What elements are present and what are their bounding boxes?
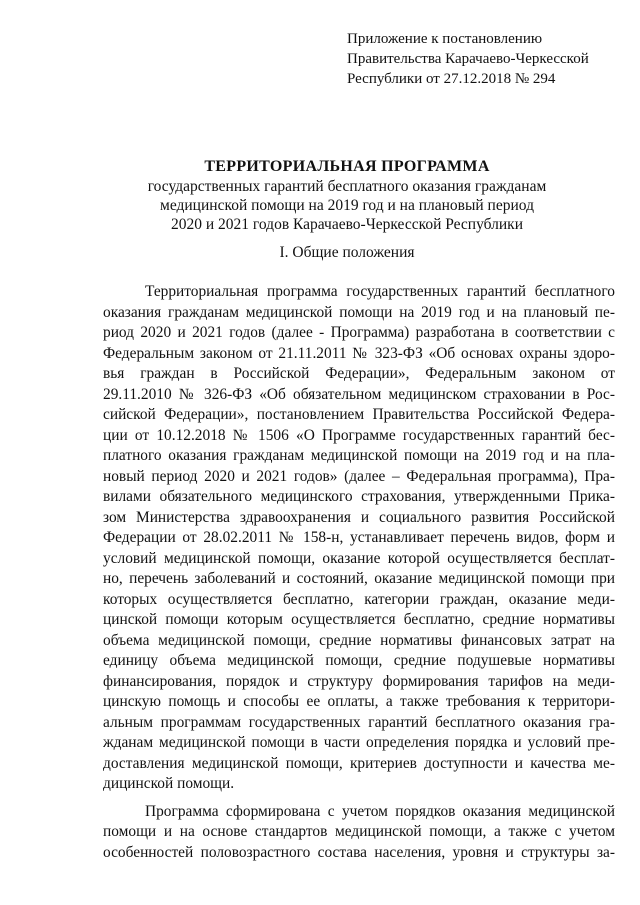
- subtitle-line: медицинской помощи на 2019 год и на плановый период: [160, 197, 534, 214]
- title-main: ТЕРРИТОРИАЛЬНАЯ ПРОГРАММА: [204, 158, 490, 175]
- text-line: Федерации от 28.02.2011 № 158-н, устанавливает перечень видов, форм и: [103, 529, 615, 546]
- text-line: единицу объема медицинской помощи, средние подушевые нормативы: [103, 652, 615, 669]
- text-line: сийской Федерации», постановлением Правительства Российской Федера-: [103, 406, 615, 423]
- text-line: финансирования, порядок и структуру формирования тарифов на меди-: [103, 672, 615, 690]
- text-line: цинской помощи которым осуществляется бесплатно, средние нормативы: [103, 611, 615, 628]
- subtitle-line: 2020 и 2021 годов Карачаево-Черкесской Республики: [170, 216, 524, 233]
- paragraph-2: [103, 802, 615, 864]
- text-line: зом Министерства здравоохранения и социального развития Российской: [103, 508, 615, 526]
- text-line: новый период 2020 и 2021 годов» (далее – Федеральная программа), Пра-: [103, 467, 615, 485]
- attachment-line: Республики от 27.12.2018 № 294: [347, 71, 556, 87]
- body-text: [103, 282, 615, 863]
- attachment-line: Правительства Карачаево-Черкесской: [347, 51, 589, 67]
- text-line: альным программам государственных гарантий бесплатного оказания гра-: [103, 713, 615, 731]
- text-line: помощи и на основе стандартов медицинской помощи, а также с учетом: [103, 823, 615, 840]
- text-line: оказания гражданам медицинской помощи на 2019 год и на плановый пе-: [103, 303, 615, 321]
- paragraph-1: [103, 282, 615, 795]
- text-line: Территориальная программа государственных гарантий бесплатного: [145, 283, 615, 300]
- attachment-note: [347, 29, 617, 89]
- attachment-line: Приложение к постановлению: [347, 31, 543, 47]
- subtitle-line: государственных гарантий бесплатного оказания гражданам: [147, 178, 547, 195]
- text-line: ции от 10.12.2018 № 1506 «О Программе государственных гарантий бес-: [103, 426, 615, 444]
- text-line: жданам медицинской помощи в части определения порядка и условий пре-: [103, 734, 615, 751]
- text-line: объема медицинской помощи, средние нормативы финансовых затрат на: [103, 631, 615, 649]
- paragraph-gap: [103, 795, 615, 802]
- text-line: но, перечень заболеваний и состояний, оказание медицинской помощи при: [103, 570, 615, 587]
- text-line: доставления медицинской помощи, критериев доступности и качества ме-: [103, 754, 615, 772]
- text-line: которых осуществляется бесплатно, категории граждан, оказание меди-: [103, 590, 615, 608]
- section-heading: I. Общие положения: [279, 244, 415, 261]
- text-line: Федеральным законом от 21.11.2011 № 323-ФЗ «Об основах охраны здоро-: [103, 344, 615, 362]
- text-line: условий медицинской помощи, оказание которой осуществляется бесплат-: [103, 549, 615, 567]
- document-title: [80, 157, 614, 234]
- text-line: платного оказания гражданам медицинской помощи на 2019 год и на пла-: [103, 447, 615, 464]
- text-line: 29.11.2010 № 326-ФЗ «Об обязательном медицинском страховании в Рос-: [103, 385, 615, 403]
- text-line: дицинской помощи.: [103, 775, 235, 792]
- text-line: Программа сформирована с учетом порядков оказания медицинской: [145, 802, 615, 820]
- title-subtitle: [80, 177, 614, 234]
- text-line: цинскую помощь и способы ее оплаты, а также требования к территори-: [103, 693, 615, 710]
- text-line: вья граждан в Российской Федерации», Федеральным законом от: [103, 365, 615, 382]
- text-line: риод 2020 и 2021 годов (далее - Программа) разработана в соответствии с: [103, 324, 615, 341]
- text-line: особенностей половозрастного состава населения, уровня и структуры за-: [103, 843, 615, 861]
- text-line: вилами обязательного медицинского страхования, утвержденными Прика-: [103, 488, 615, 505]
